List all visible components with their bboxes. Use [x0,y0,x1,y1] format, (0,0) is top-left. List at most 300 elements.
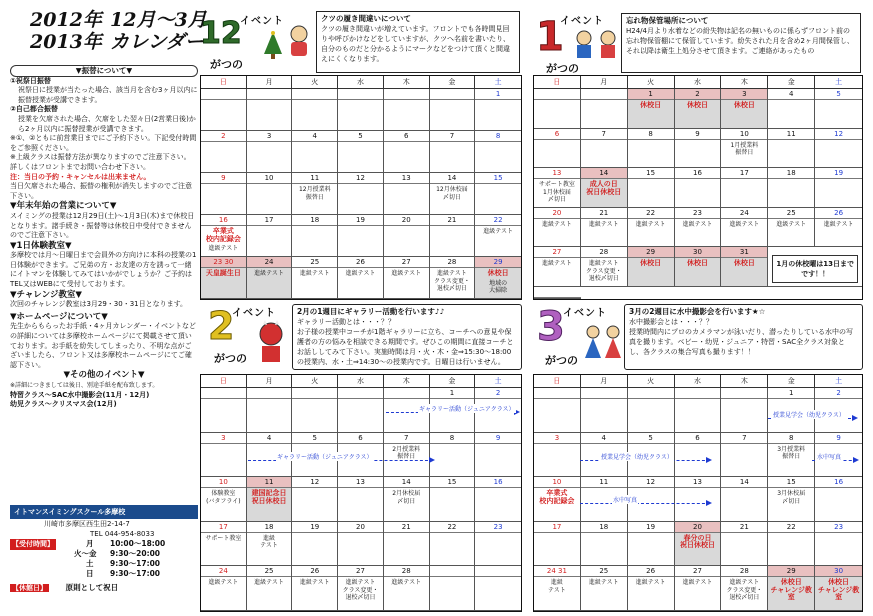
day-event: 3月休校届 〆切日 [777,490,806,505]
empty-cell [247,89,293,131]
day-cell [581,522,628,567]
day-event: 進級テスト [823,220,854,228]
mar-notice [624,304,863,370]
day-number: 9 [475,433,521,444]
holiday-label: 卒業式 校内記録会 [205,227,241,243]
makeup-item: ①祝祭日振替 [10,76,51,85]
day-cell [534,477,581,522]
day-cell [581,208,628,248]
day-cell [247,522,293,567]
day-cell [815,89,862,129]
holiday-label: 成人の日 祝日休校日 [586,180,622,196]
dec-gatsu: がつの [210,58,243,71]
day-number: 24 [721,208,767,219]
day-cell [721,477,768,522]
day-number: 27 [384,257,429,268]
day-number: 12 [292,477,337,488]
day-event: 進級テスト [483,228,514,235]
weekday-header: 土 [475,375,521,388]
hours-time: 10:00～18:00 [110,539,166,548]
day-number: 9 [201,173,246,184]
day-number: 26 [338,257,383,268]
day-number: 7 [721,433,767,444]
mar-notice-body: 授業時間内にプロのカメラマンが泳いだり、潜ったりしている水中の写真を撮ります。ベビー・幼児・ジュニア・特習・SAC全クラス対象とし、各クラスの集合写真も撮ります！！ [629,328,853,356]
day-number: 23 [475,522,521,533]
day-number: 19 [292,522,337,533]
school-footer [10,505,198,594]
makeup-item: ②自己都合振替 [10,105,58,114]
day-cell [628,247,675,287]
day-number: 25 [581,566,627,577]
day-event: 進級テスト [208,579,239,587]
day-cell [675,168,722,208]
day-event: 2月休校届 〆切日 [392,490,421,505]
holiday-label: 休校日 [487,269,509,277]
hina-dolls-icon [583,320,623,360]
day-cell [384,215,430,257]
day-number: 7 [384,433,429,444]
holiday-label: 建国記念日 祝日休校日 [251,489,287,505]
holiday-label: 休校日 [640,101,662,109]
day-number: 18 [247,522,292,533]
day-number: 10 [721,129,767,140]
day-number: 13 [338,477,383,488]
mar-suichu-label-1: 水中写真 [817,454,842,461]
empty-cell [247,388,293,433]
day-number: 28 [384,566,429,577]
day-number: 12 [815,129,862,140]
day-event: 進級テスト [542,220,572,228]
day-cell [815,477,862,522]
newyear-text: スイミングの授業は12月29日(土)～1月3日(木)まで休校日となります。諸手続き・振替等は休校日中受付できませんのでご注意下さい。 [10,211,195,240]
day-cell [201,257,247,299]
day-cell [384,566,430,611]
day-event: 12月休校届 〆切日 [436,186,468,201]
day-number: 13 [675,477,721,488]
challenge-text: 次回のチャレンジ教室は3月29・30・31日となります。 [10,300,188,309]
feb-gallery-label-1: ギャラリー活動（ジュニアクラス） [419,406,515,413]
weekday-header: 日 [534,76,581,89]
empty-cell [534,388,581,433]
feb-gatsu: がつの [214,352,247,365]
weekday-header: 月 [247,76,293,89]
empty-cell [675,388,722,433]
day-number: 5 [338,131,383,142]
day-number: 11 [292,173,337,184]
empty-cell [292,388,338,433]
day-event: 進級テスト [299,579,330,587]
day-number: 12 [628,477,674,488]
day-cell [675,522,722,567]
day-number: 13 [384,173,429,184]
other-events-note: ※詳細につきましては後日、別途手紙を配布致します。 [10,382,159,389]
weekday-header: 土 [815,375,862,388]
title-months: 12月～3月 [110,9,207,31]
hours-day: 土 [86,559,94,568]
day-number: 7 [581,129,627,140]
day-cell [292,131,338,173]
other-event-item: 特習クラス～SAC水中撮影会(11月・12月) [10,390,150,399]
day-event: 進級テスト [729,220,760,228]
empty-cell [628,388,675,433]
dec-event-header [200,10,315,72]
day-event: 体験教室 (バタフライ) [206,490,241,505]
day-cell [201,131,247,173]
day-cell [721,522,768,567]
day-cell [475,131,521,173]
holiday-label: 休校日 [686,101,708,109]
christmas-tree-icon [262,30,284,60]
day-number: 26 [628,566,674,577]
day-number: 25 [292,257,337,268]
day-cell [768,89,815,129]
day-number: 8 [628,129,674,140]
hours-time: 9:30～17:00 [110,559,161,568]
day-number: 10 [247,173,292,184]
day-event: 進級テスト [588,220,619,228]
day-cell [628,566,675,611]
mar-gatsu: がつの [545,354,578,367]
day-number: 1 [628,89,674,100]
hours-time: 9:30～17:00 [110,569,161,578]
weekday-header: 火 [628,375,675,388]
mar-kengaku-label-1: 授業見学会（幼児クラス） [773,412,845,419]
holiday-label: 休校日 チャレンジ教室 [817,578,860,602]
day-cell [675,247,722,287]
day-cell [534,168,581,208]
day-number: 1 [475,89,521,100]
day-cell [292,215,338,257]
mar-event-header [533,300,625,370]
day-event: 進級テスト [635,220,666,228]
empty-cell [768,247,862,287]
empty-cell [338,89,384,131]
calendar-note: 1月の休校曜は13日までです！！ [772,255,858,283]
day-number: 26 [292,566,337,577]
day-cell [768,208,815,248]
empty-cell [201,89,247,131]
day-cell [768,477,815,522]
hours-label: 【受付時間】 [12,540,54,548]
day-event: 進級テスト [391,270,422,277]
day-number: 14 [384,477,429,488]
day-cell [768,168,815,208]
day-cell [201,433,247,478]
day-cell [247,131,293,173]
makeup-item: ※①、②ともに前営業日までにご予約下さい。下記受付時間をご参照ください。 [10,134,197,152]
day-event: 進級テスト クラス変更・ 退校〆切日 [434,270,470,292]
empty-cell [201,388,247,433]
day-event: 進級テスト [254,579,284,587]
day-number: 30 [675,247,721,258]
day-number: 15 [475,173,521,184]
day-cell [721,247,768,287]
day-cell [768,433,815,478]
day-cell [721,433,768,478]
jan-notice-title: 忘れ物保管場所について [626,16,709,25]
day-number: 16 [475,477,521,488]
day-event: 進級 テスト [548,579,566,594]
day-number: 17 [201,522,246,533]
title-year-2012: 2012年 [30,9,102,31]
day-cell [628,522,675,567]
dec-notice-body: クツの履き間違いが増えています。フロントでも各時間見回りや呼びかけなどをしていますが、クツへ名前を書いたり、自分のものだと分かるようにマークなどをつけて頂くと間違えにくくなります。 [321,25,510,63]
day-cell [338,257,384,299]
day-event: 1月授業料 振替日 [730,141,759,157]
day-cell [721,208,768,248]
day-event: 3月授業料 振替日 [777,445,806,461]
day-number: 17 [247,215,292,226]
day-cell [675,566,722,611]
day-number: 2 [675,89,721,100]
holiday-label: 天皇誕生日 [205,269,241,277]
weekday-header: 土 [475,76,521,89]
day-cell [338,131,384,173]
day-number: 15 [628,168,674,179]
day-cell [430,131,476,173]
day-cell [475,89,521,131]
day-number: 4 [247,433,292,444]
day-cell [384,522,430,567]
day-cell [247,215,293,257]
empty-cell [581,89,628,129]
weekday-header: 日 [201,76,247,89]
day-number: 14 [721,477,767,488]
day-event: 進級テスト [588,579,619,587]
day-number: 4 [768,89,814,100]
day-number: 9 [675,129,721,140]
day-cell [201,215,247,257]
reception-hours [10,539,198,583]
day-cell [292,257,338,299]
weekday-header: 水 [338,76,384,89]
empty-cell [534,287,581,299]
day-number: 3 [534,433,580,444]
section-newyear-heading: ▼年末年始の営業について▼ [10,201,117,212]
day-number: 25 [247,566,292,577]
day-event: 進級テスト [776,220,807,228]
day-cell [292,522,338,567]
day-cell [815,522,862,567]
weekday-header: 火 [292,76,338,89]
weekday-header: 月 [247,375,293,388]
jan-event-header [532,10,627,74]
holiday-label: 春分の日 祝日休校日 [679,533,715,550]
day-number: 23 [675,208,721,219]
jan-month-number: 1 [536,14,564,60]
mar-suichu-label-2: 水中写真 [613,497,638,504]
day-cell [201,522,247,567]
weekday-header: 日 [534,375,581,388]
empty-cell [384,89,430,131]
day-cell [201,477,247,522]
day-event: 進級テスト [345,270,376,277]
day-cell [338,477,384,522]
day-number: 4 [292,131,337,142]
weekday-header: 木 [721,76,768,89]
day-cell [430,173,476,215]
day-cell [628,89,675,129]
day-number: 29 [628,247,674,258]
day-cell [201,173,247,215]
day-cell [581,168,628,208]
calendar-january [533,75,863,300]
mar-notice-title: 3月の2週目に水中撮影会を行います★☆ [629,307,766,316]
day-event: 地域の 大掃除 [489,279,508,294]
hours-day: 日 [86,569,94,578]
day-event: 2月授業料 振替日 [392,445,421,461]
day-number: 20 [675,522,721,533]
day-number: 7 [430,131,475,142]
day-number: 22 [430,522,475,533]
day-cell [384,173,430,215]
day-number: 1 [430,388,475,399]
day-cell [768,522,815,567]
day-number: 22 [475,215,521,226]
day-event: 進級テスト クラス変更・ 退校〆切日 [342,579,379,602]
day-number: 3 [247,131,292,142]
weekday-header: 金 [768,76,815,89]
day-number: 22 [628,208,674,219]
feb-event-header [202,300,292,370]
day-cell [534,566,581,611]
dec-month-number: 12 [200,16,242,51]
dec-event-word: イベント [240,16,284,27]
day-number: 24 [201,566,246,577]
day-cell [430,215,476,257]
day-number: 3 [201,433,246,444]
day-event: 進級テスト [542,260,572,268]
holiday-label: 休校日 [733,101,755,109]
day-number: 6 [338,433,383,444]
calendar-title [30,10,220,62]
weekday-header: 月 [581,76,628,89]
day-number: 12 [338,173,383,184]
day-number: 15 [768,477,814,488]
holiday-label: 休校日 [640,259,662,268]
day-number: 21 [384,522,429,533]
school-logo: イトマンスイミングスクール多摩校 [10,505,198,519]
day-cell [581,566,628,611]
day-number: 11 [581,477,627,488]
day-cell [675,89,722,129]
closed-value: 原則として祝日 [65,583,119,592]
feb-event-word: イベント [232,308,276,319]
weekday-header: 土 [815,76,862,89]
school-tel: TEL 044-954-8033 [90,530,155,538]
section-trial-heading: ▼1日体験教室▼ [10,240,72,251]
day-cell [815,208,862,248]
day-number: 14 [581,168,627,179]
day-number: 29 [768,566,814,577]
day-number: 1 [768,388,814,399]
day-number: 20 [534,208,580,219]
day-cell [247,257,293,299]
feb-notice-title: 2月の1週目にギャラリー活動を行います♪♪ [297,307,445,316]
day-number: 11 [768,129,814,140]
day-cell [581,129,628,169]
dec-notice [316,11,520,73]
day-number: 24 31 [534,566,580,577]
day-cell [768,129,815,169]
day-event: 進級テスト [635,579,666,587]
day-cell [384,477,430,522]
weekday-header: 木 [384,375,430,388]
day-number: 6 [675,433,721,444]
day-cell [475,173,521,215]
day-event: サポート教室 1月休校届 〆切日 [538,181,575,204]
dec-notice-title: クツの履き間違いについて [321,14,411,23]
mar-kengaku-label-2: 授業見学会（幼児クラス） [601,454,673,461]
day-number: 5 [815,89,862,100]
empty-cell [475,566,521,611]
holiday-label: 卒業式 校内記録会 [539,489,575,505]
hours-day: 火～金 [74,549,97,558]
day-number: 17 [721,168,767,179]
day-cell [721,129,768,169]
weekday-header: 水 [338,375,384,388]
weekday-header: 月 [581,375,628,388]
day-number: 21 [721,522,767,533]
weekday-header: 金 [430,375,476,388]
day-number: 23 [815,522,862,533]
day-number: 24 [247,257,292,268]
holiday-label: 休校日 チャレンジ教室 [770,578,812,602]
makeup-item: 授業を欠席された場合、欠席をした翌々日(2営業日後)から2ヶ月以内に振替授業が受講できます。 [18,114,196,133]
jan-notice [621,13,861,73]
day-cell [247,477,293,522]
day-event: 進級 テスト [260,534,278,550]
day-number: 20 [338,522,383,533]
day-number: 8 [475,131,521,142]
day-number: 10 [534,477,580,488]
day-number: 13 [534,168,580,179]
day-cell [384,131,430,173]
mar-notice-sub: 水中撮影会とは・・・？？ [629,318,713,326]
day-event: 進級テスト [391,579,422,587]
day-cell [475,522,521,567]
weekday-header: 水 [675,76,722,89]
day-event: 進級テスト [254,270,284,277]
day-number: 30 [815,566,862,577]
section-makeup-heading: ▼振替について▼ [10,65,198,77]
homepage-text: 先生からもらったお手紙・4ヶ月カレンダー・イベントなどの詳細については多摩校ホームページにて掲載させて頂いております。お手紙を紛失してしまったり、不明な点がございましたら、フロント又は多摩校ホームページにてご確認下さい。 [10,322,196,369]
makeup-item: ※上級クラスは振替方法が異なりますのでご注意下さい。 [10,153,191,162]
feb-month-number: 2 [208,304,235,348]
day-cell [581,247,628,287]
day-event: サポート教室 [205,534,242,542]
day-cell [201,566,247,611]
other-event-item: 幼児クラス～クリスマス会(12月) [10,400,117,409]
day-number: 29 [475,257,521,268]
left-info-column [10,64,198,410]
day-cell [721,566,768,611]
day-cell [675,477,722,522]
weekday-header: 水 [675,375,722,388]
day-number: 26 [815,208,862,219]
day-number: 27 [675,566,721,577]
day-number: 18 [581,522,627,533]
makeup-warning: 注：当日の予約・キャンセルは出来ません。 [10,172,151,181]
school-address: 川崎市多摩区西生田2-14-7 [44,520,130,528]
title-calendar: カレンダー [110,31,204,53]
weekday-header: 木 [721,375,768,388]
kids-illustration-icon [285,24,313,58]
mar-suichu-arrow-2 [580,503,710,504]
makeup-item: 当日欠席された場合、振替の権利が消失しますのでご注意下さい。 [10,182,192,200]
day-number: 17 [534,522,580,533]
day-number: 5 [292,433,337,444]
